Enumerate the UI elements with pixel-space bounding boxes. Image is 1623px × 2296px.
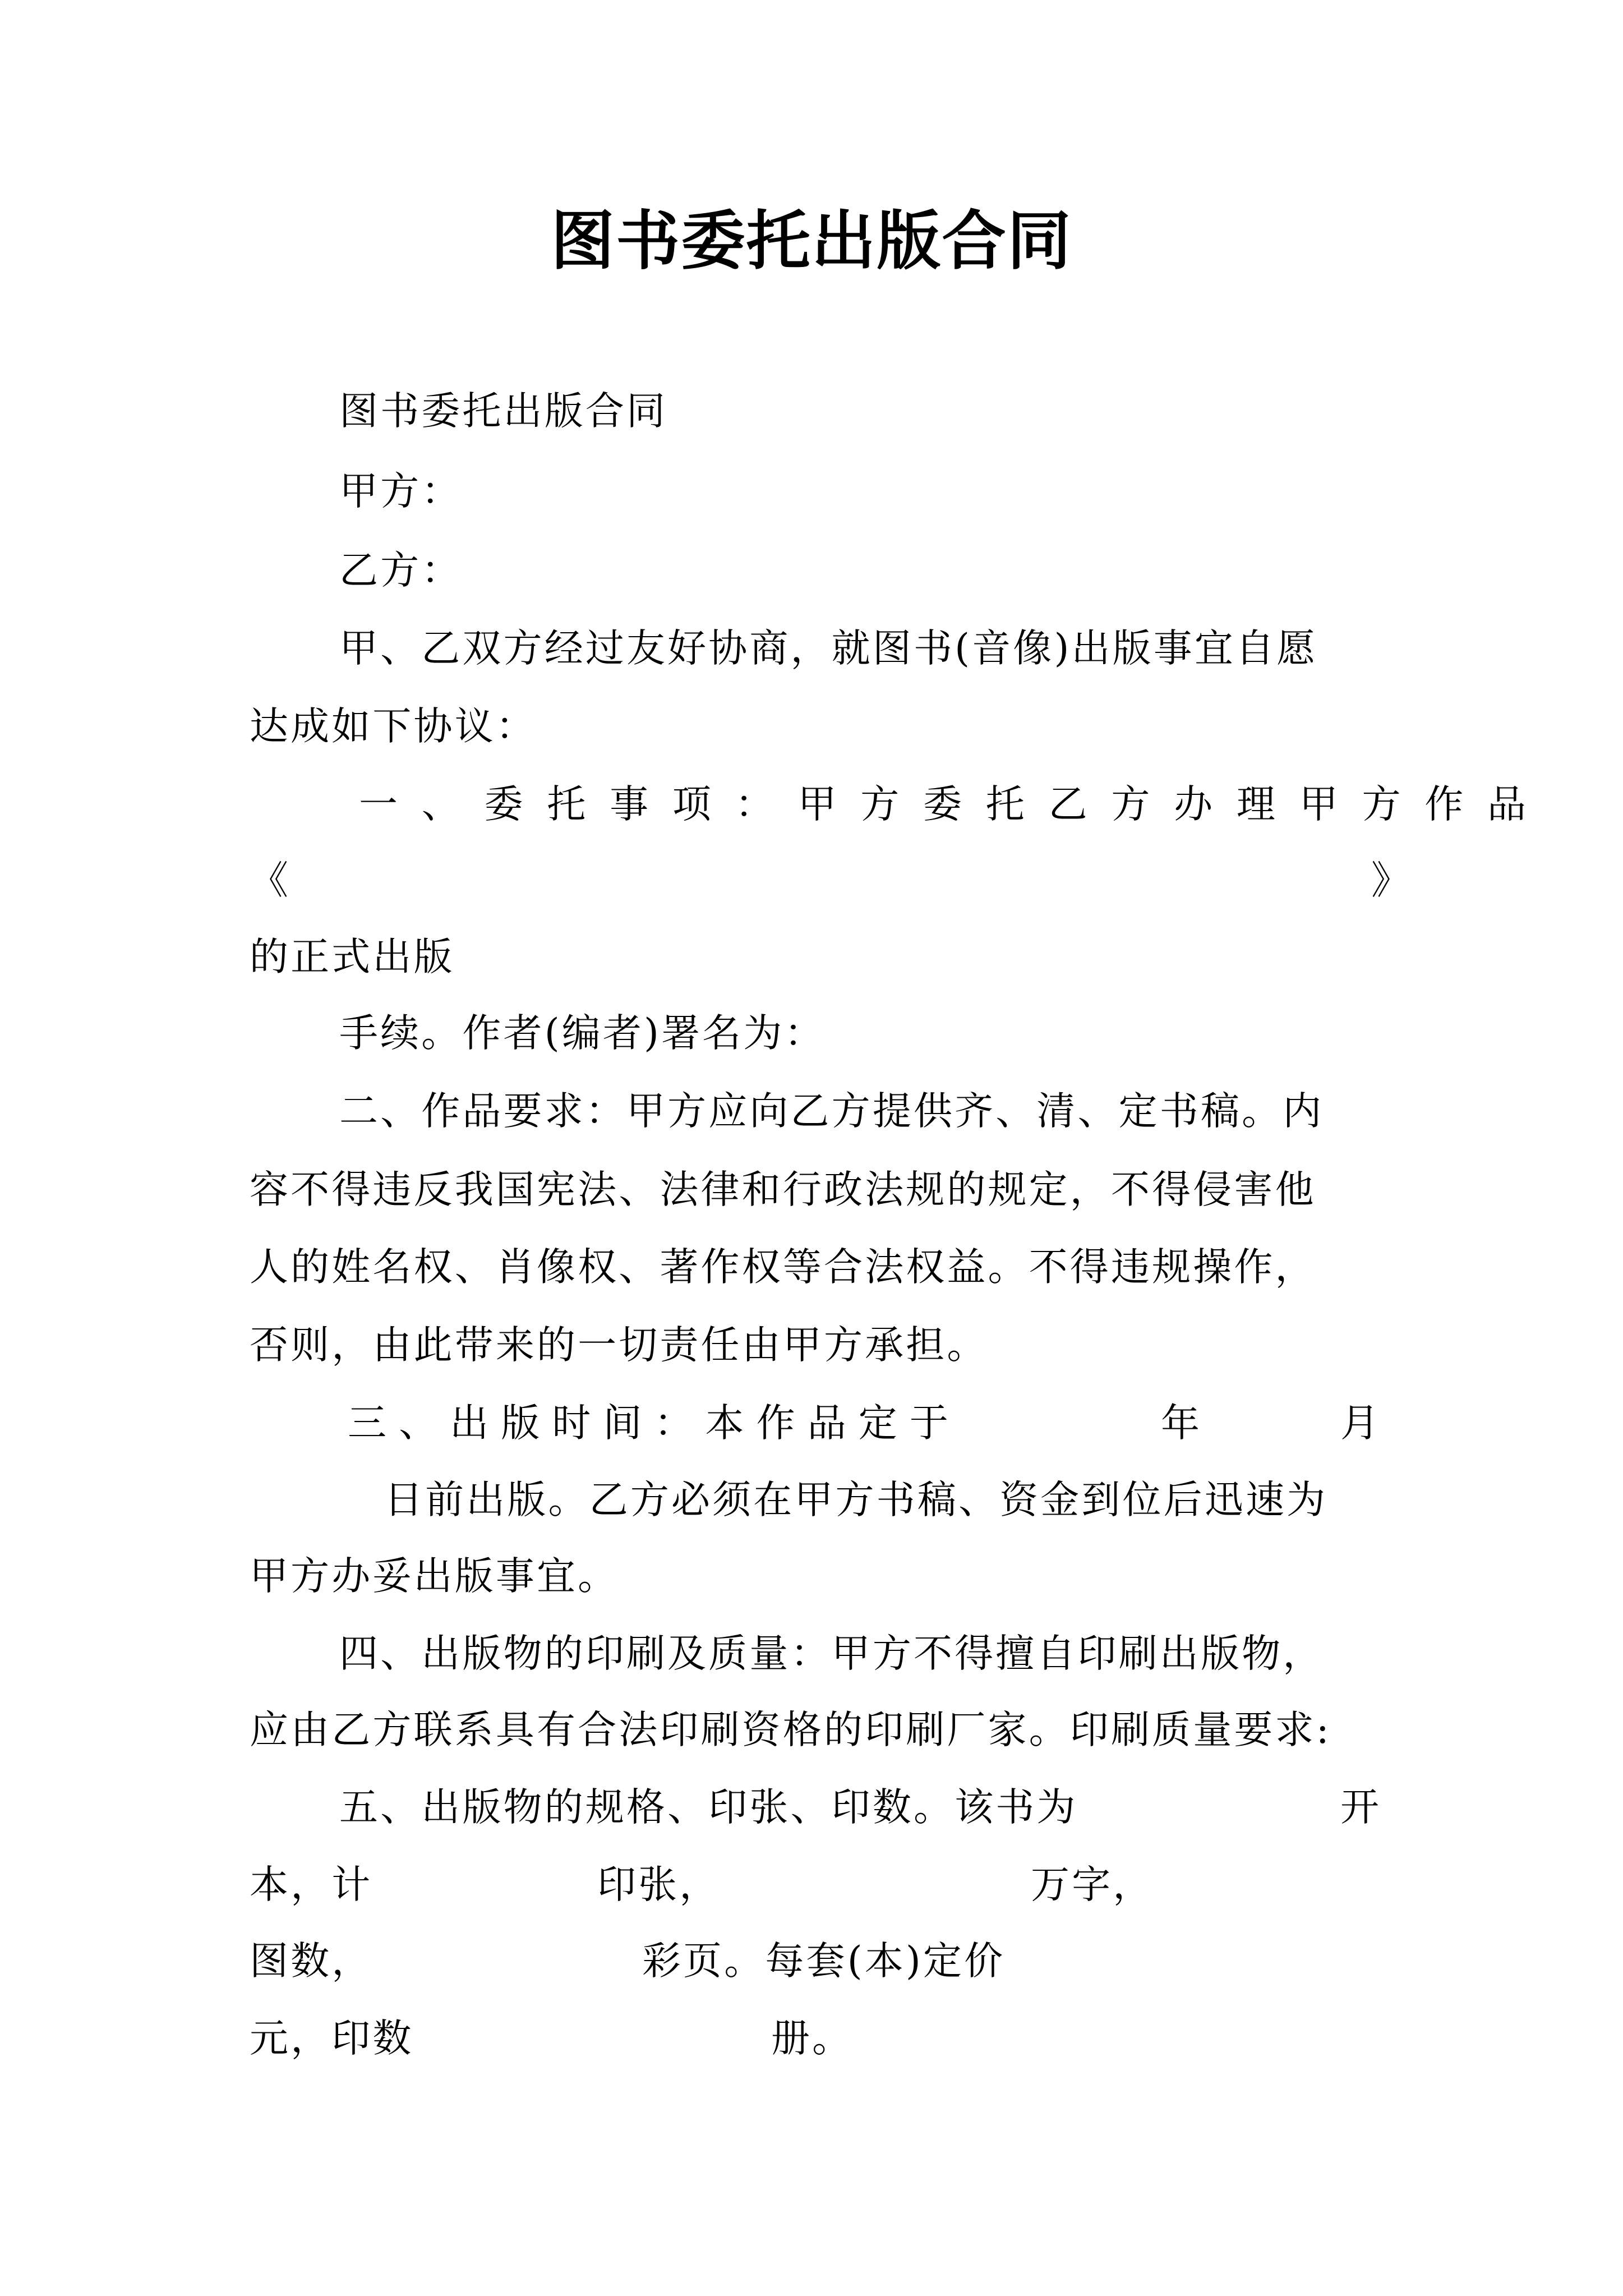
clause-1-open-bracket: 《	[250, 858, 291, 903]
clause-2-line-4: 否则，由此带来的一切责任由甲方承担。	[250, 1323, 988, 1368]
clause-1-line-4: 手续。作者(编者)署名为：	[339, 1011, 826, 1056]
clause-3-month: 月	[1340, 1401, 1382, 1446]
preamble-line-1: 甲、乙双方经过友好协商，就图书(音像)出版事宜自愿	[339, 626, 1318, 671]
clause-2-line-2: 容不得违反我国宪法、法律和行政法规的规定，不得侵害他	[250, 1167, 1316, 1212]
clause-3-year: 年	[1161, 1401, 1202, 1446]
clause-1-close-bracket: 》	[1371, 858, 1413, 903]
clause-5-line-3a: 图数，	[250, 1939, 373, 1984]
clause-2-line-3: 人的姓名权、肖像权、著作权等合法权益。不得违规操作，	[250, 1245, 1316, 1290]
clause-5-line-4a: 元，印数	[250, 2016, 414, 2061]
clause-4-line-1: 四、出版物的印刷及质量：甲方不得擅自印刷出版物，	[339, 1631, 1324, 1676]
clause-5-line-3b: 彩页。每套(本)定价	[642, 1939, 1006, 1984]
document-title: 图书委托出版合同	[550, 203, 1073, 278]
clause-4-line-2: 应由乙方联系具有合法印刷资格的印刷厂家。印刷质量要求:	[250, 1708, 1332, 1752]
clause-3-line-1: 三、出版时间：本作品定于	[348, 1401, 961, 1446]
party-a-label: 甲方：	[339, 469, 463, 514]
clause-1-line-3: 的正式出版	[250, 935, 455, 979]
party-b-label: 乙方：	[339, 548, 463, 593]
clause-5-kai: 开	[1340, 1785, 1382, 1830]
clause-5-line-2b: 印张，	[597, 1862, 721, 1907]
clause-5-line-1: 五、出版物的规格、印张、印数。该书为	[339, 1785, 1078, 1830]
clause-5-line-2a: 本，计	[250, 1862, 373, 1907]
clause-5-line-2c: 万字，	[1031, 1862, 1154, 1907]
subtitle-line: 图书委托出版合同	[339, 389, 668, 434]
clause-5-line-4b: 册。	[771, 2016, 854, 2061]
clause-1-line-1: 一、委托事项：甲方委托乙方办理甲方作品	[359, 782, 1550, 827]
clause-3-line-3: 甲方办妥出版事宜。	[250, 1554, 619, 1599]
preamble-line-2: 达成如下协议：	[250, 704, 537, 749]
clause-3-line-2: 日前出版。乙方必须在甲方书稿、资金到位后迅速为	[384, 1478, 1328, 1522]
clause-2-line-1: 二、作品要求：甲方应向乙方提供齐、清、定书稿。内	[339, 1089, 1324, 1134]
